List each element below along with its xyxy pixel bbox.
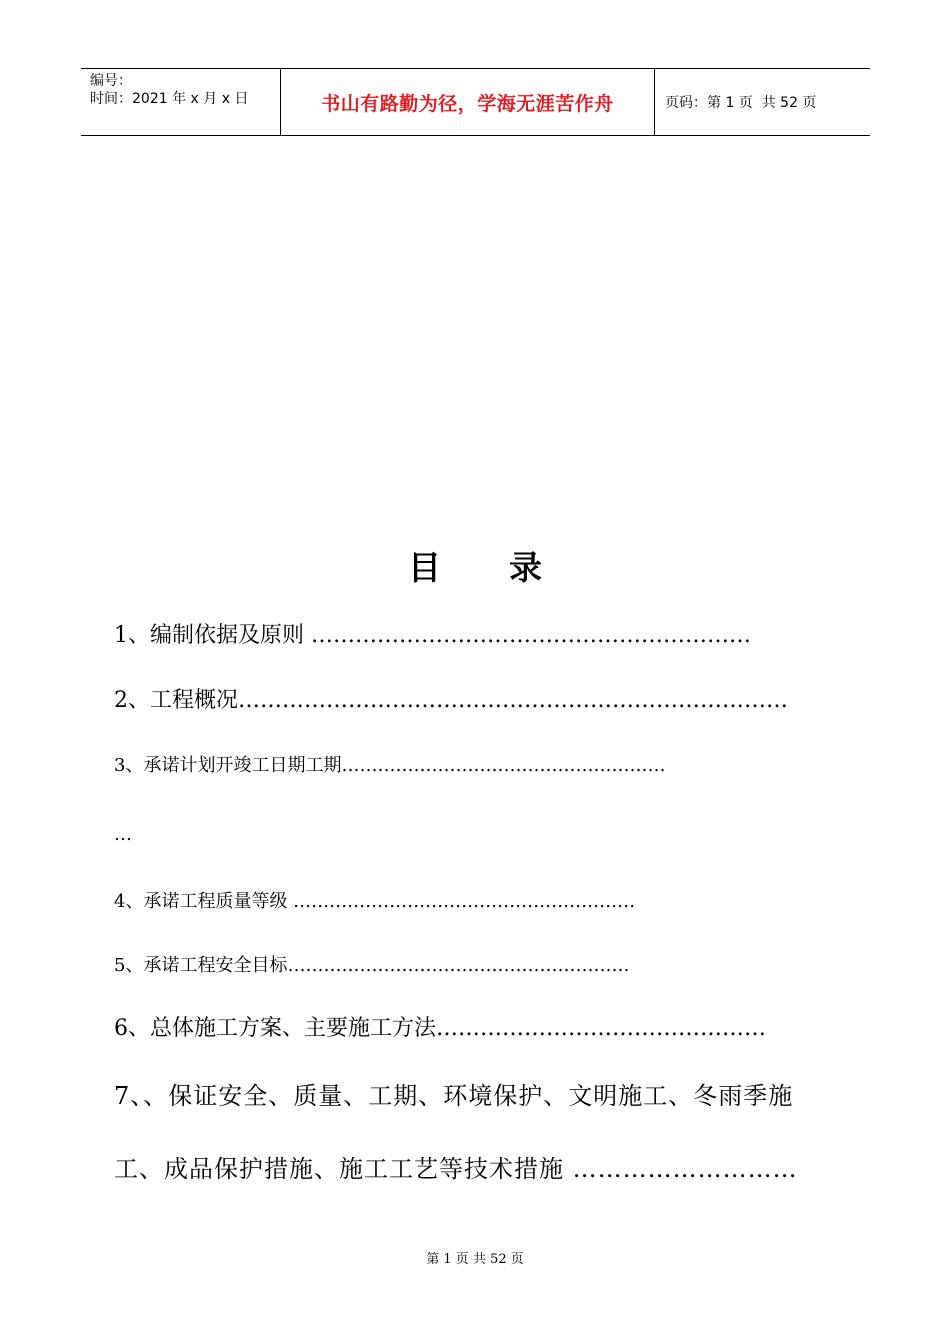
toc-entry-2[interactable]: 2、工程概况………………………………………………………………… xyxy=(114,688,788,713)
toc-title-char-2: 录 xyxy=(509,548,542,587)
toc-entry-7-continuation: 工、成品保护措施、施工工艺等技术措施 ……………………… xyxy=(114,1155,798,1183)
document-time-label: 时间：2021 年 x 月 x 日 xyxy=(90,91,249,107)
toc-entry-5[interactable]: 5、承诺工程安全目标………………………………………………… xyxy=(114,955,630,976)
toc-title-char-1: 目 xyxy=(408,548,441,587)
header-motto-cell xyxy=(281,69,655,135)
toc-entry-4[interactable]: 4、承诺工程质量等级 ………………………………………………… xyxy=(114,891,636,912)
header-page-info: 页码：第 1 页 共 52 页 xyxy=(665,95,817,111)
page-footer: 第 1 页 共 52 页 xyxy=(426,1252,524,1267)
toc-entry-1[interactable]: 1、编制依据及原则 …………………………………………………… xyxy=(114,623,751,648)
document-number-label: 编号： xyxy=(90,73,132,89)
page-header xyxy=(81,68,870,136)
toc-entry-3-continuation: … xyxy=(114,824,132,845)
toc-entry-7[interactable]: 7、、保证安全、质量、工期、环境保护、文明施工、冬雨季施 xyxy=(114,1082,794,1110)
header-meta-cell xyxy=(81,69,281,135)
toc-title xyxy=(0,548,950,588)
toc-entry-6[interactable]: 6、总体施工方案、主要施工方法……………………………………… xyxy=(114,1016,766,1041)
header-motto: 书山有路勤为径，学海无涯苦作舟 xyxy=(321,92,614,115)
toc-entry-3[interactable]: 3、承诺计划开竣工日期工期……………………………………………… xyxy=(114,755,666,776)
